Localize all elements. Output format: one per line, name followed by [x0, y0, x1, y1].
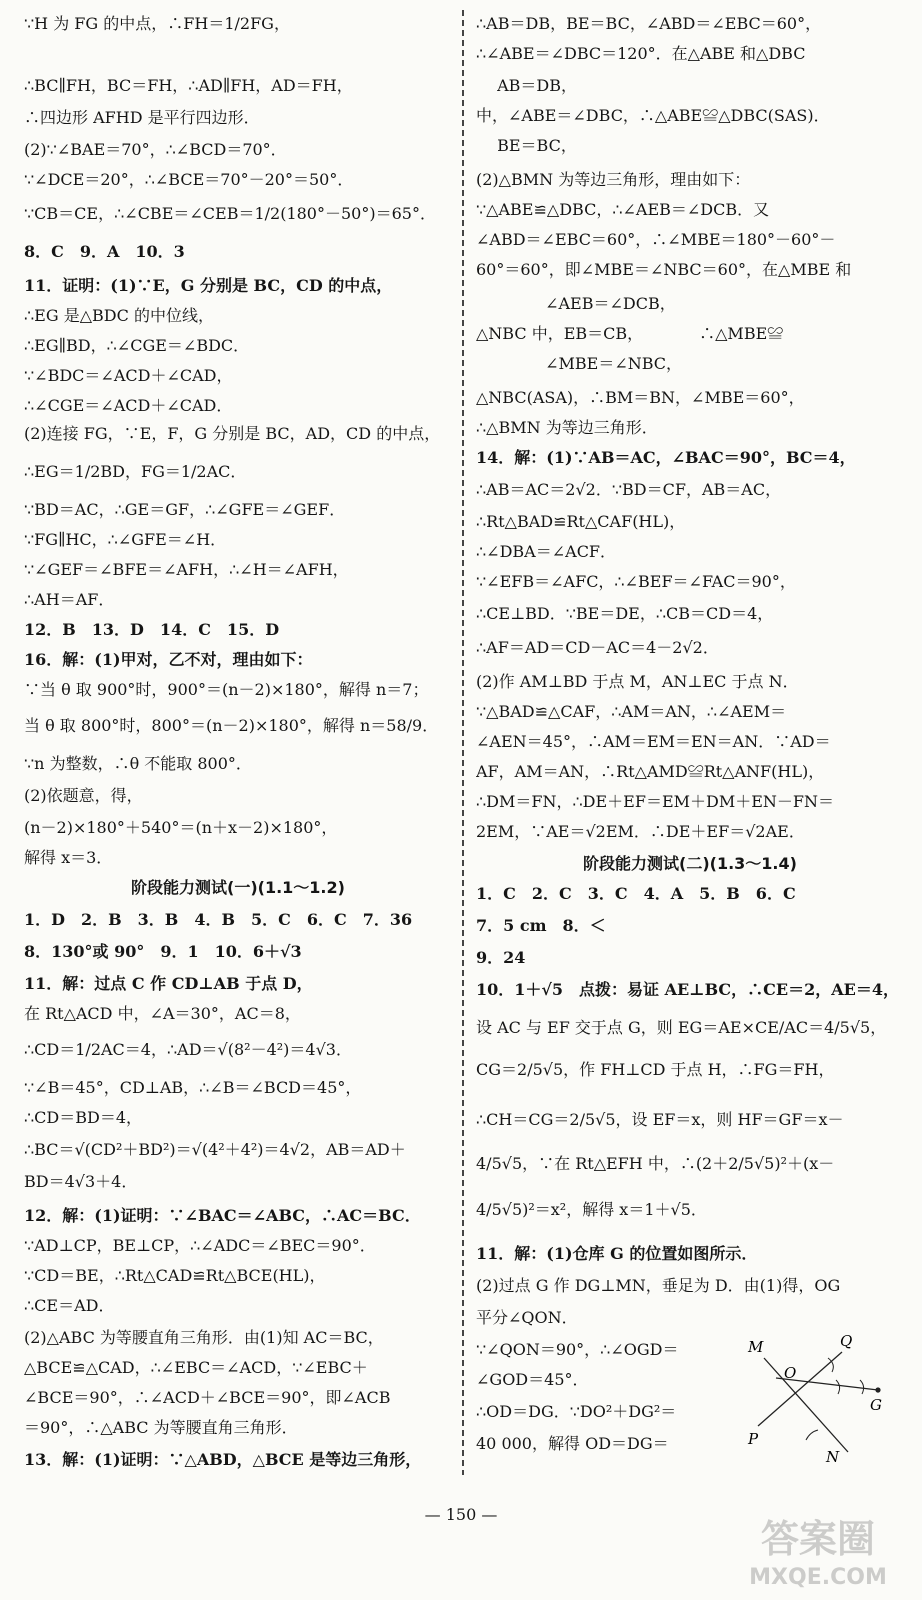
text-line: ∵△BAD≌△CAF，∴AM＝AN，∴∠AEM＝	[476, 702, 787, 721]
watermark-logo-text: 答案圈	[760, 1517, 876, 1561]
text-line: ∴EG＝1/2BD，FG＝1/2AC．	[24, 462, 247, 481]
text-line: ∴EG∥BD，∴∠CGE＝∠BDC．	[24, 336, 250, 355]
text-line: ∴BC＝√(CD²＋BD²)＝√(4²＋4²)＝4√2，AB＝AD＋	[24, 1140, 406, 1159]
figure-label: Q	[840, 1332, 853, 1350]
text-line: (2)△ABC 为等腰直角三角形．由(1)知 AC＝BC，	[24, 1328, 384, 1347]
text-line: 9．24	[476, 948, 526, 967]
text-line: ∵AD⊥CP，BE⊥CP，∴∠ADC＝∠BEC＝90°．	[24, 1236, 376, 1255]
text-line: △NBC 中，EB＝CB， ∴△MBE≌	[476, 324, 784, 343]
text-line: ∵FG∥HC，∴∠GFE＝∠H．	[24, 530, 227, 549]
text-line: ∵CD＝BE，∴Rt△CAD≌Rt△BCE(HL)，	[24, 1266, 326, 1285]
text-line: (2)△BMN 为等边三角形，理由如下：	[476, 170, 751, 189]
text-line: ∠BCE＝90°，∴∠ACD＋∠BCE＝90°，即∠ACB	[24, 1388, 391, 1407]
text-line: (2)作 AM⊥BD 于点 M，AN⊥EC 于点 N．	[476, 672, 799, 691]
text-line: ∴BC∥FH，BC＝FH，∴AD∥FH，AD＝FH，	[24, 76, 353, 95]
figure-label: G	[870, 1396, 882, 1414]
text-line: ∴四边形 AFHD 是平行四边形．	[24, 108, 260, 127]
text-line: ∴AH＝AF．	[24, 590, 115, 609]
text-line: 12．B 13．D 14．C 15．D	[24, 620, 280, 639]
text-line: (2)依题意，得，	[24, 786, 143, 805]
text-line: ∠AEB＝∠DCB，	[476, 294, 676, 313]
watermark	[728, 1508, 908, 1592]
text-line: 11．解：过点 C 作 CD⊥AB 于点 D，	[24, 974, 313, 993]
text-line: AB＝DB，	[476, 76, 577, 95]
text-line: (2)过点 G 作 DG⊥MN，垂足为 D．由(1)得，OG	[476, 1276, 841, 1295]
watermark-url: MXQE.COM	[749, 1565, 887, 1590]
text-line: BE＝BC，	[476, 136, 577, 155]
text-line: ∴CE⊥BD．∵BE＝DE，∴CB＝CD＝4，	[476, 604, 774, 623]
text-line: ∵BD＝AC，∴GE＝GF，∴∠GFE＝∠GEF．	[24, 500, 346, 519]
text-line: 8．130°或 90° 9．1 10．6＋√3	[24, 942, 302, 961]
text-line: 8．C 9．A 10．3	[24, 242, 185, 261]
text-line: ∵∠BDC＝∠ACD＋∠CAD，	[24, 366, 233, 385]
text-line: (2)连接 FG，∵E，F，G 分别是 BC，AD，CD 的中点，	[24, 424, 441, 443]
text-line: ∵∠QON＝90°，∴∠OGD＝	[476, 1340, 679, 1359]
figure-label: P	[748, 1430, 759, 1448]
text-line: 当 θ 取 800°时，800°＝(n－2)×180°，解得 n＝58/9．	[24, 716, 439, 735]
text-line: ∴OD＝DG．∵DO²＋DG²＝	[476, 1402, 677, 1421]
text-line: ∴AF＝AD＝CD－AC＝4－2√2．	[476, 638, 719, 657]
text-line: 7．5 cm 8．＜	[476, 916, 606, 935]
page-number: — 150 —	[424, 1505, 498, 1524]
text-line: ∠ABD＝∠EBC＝60°，∴∠MBE＝180°－60°－	[476, 230, 836, 249]
text-line: ∵当 θ 取 900°时，900°＝(n－2)×180°，解得 n＝7；	[24, 680, 429, 699]
text-line: ∴CE＝AD．	[24, 1296, 115, 1315]
text-line: ∴AB＝DB，BE＝BC，∠ABD＝∠EBC＝60°，	[476, 14, 822, 33]
text-line: ∴AB＝AC＝2√2．∵BD＝CF，AB＝AC，	[476, 480, 782, 499]
text-line: ＝90°，∴△ABC 为等腰直角三角形．	[24, 1418, 298, 1437]
text-line: ∠AEN＝45°，∴AM＝EM＝EN＝AN．∵AD＝	[476, 732, 831, 751]
text-line: ∵∠B＝45°，CD⊥AB，∴∠B＝∠BCD＝45°，	[24, 1078, 362, 1097]
text-line: 在 Rt△ACD 中，∠A＝30°，AC＝8，	[24, 1004, 301, 1023]
text-line: 16．解：(1)甲对，乙不对，理由如下：	[24, 650, 313, 669]
text-line: 2EM，∵AE＝√2EM．∴DE＋EF＝√2AE．	[476, 822, 805, 841]
text-line: ∵H 为 FG 的中点，∴FH＝1/2FG，	[24, 14, 290, 33]
text-line: ∵△ABE≌△DBC，∴∠AEB＝∠DCB．又	[476, 200, 770, 219]
text-line: 解得 x＝3．	[24, 848, 113, 867]
text-line: 设 AC 与 EF 交于点 G，则 EG＝AE×CE/AC＝4/5√5，	[476, 1018, 887, 1037]
text-line: 11．解：(1)仓库 G 的位置如图所示．	[476, 1244, 758, 1263]
text-line: ∴Rt△BAD≌Rt△CAF(HL)，	[476, 512, 686, 531]
text-line: 11．证明：(1)∵E，G 分别是 BC，CD 的中点，	[24, 276, 393, 295]
text-line: ∠GOD＝45°．	[476, 1370, 589, 1389]
column-divider	[462, 10, 464, 1475]
text-line: 中，∠ABE＝∠DBC，∴△ABE≌△DBC(SAS)．	[476, 106, 830, 125]
text-line: 12．解：(1)证明：∵∠BAC＝∠ABC，∴AC＝BC．	[24, 1206, 421, 1225]
text-line: 1．D 2．B 3．B 4．B 5．C 6．C 7．36	[24, 910, 413, 929]
text-line: ∵∠DCE＝20°，∴∠BCE＝70°－20°＝50°．	[24, 170, 354, 189]
text-line: 14．解：(1)∵AB＝AC，∠BAC＝90°，BC＝4，	[476, 448, 856, 467]
text-line: 40 000，解得 OD＝DG＝	[476, 1434, 669, 1453]
text-line: ∴CD＝BD＝4，	[24, 1108, 143, 1127]
text-line: 4/5√5)²＝x²，解得 x＝1＋√5．	[476, 1200, 707, 1219]
text-line: 60°＝60°，即∠MBE＝∠NBC＝60°，在△MBE 和	[476, 260, 852, 279]
text-line: △NBC(ASA)，∴BM＝BN，∠MBE＝60°，	[476, 388, 805, 407]
section-title: 阶段能力测试(二)(1.3～1.4)	[583, 854, 797, 873]
figure-label: M	[748, 1338, 764, 1356]
text-line: 4/5√5，∵在 Rt△EFH 中，∴(2＋2/5√5)²＋(x－	[476, 1154, 835, 1173]
figure-label: N	[826, 1448, 840, 1465]
geometry-figure	[744, 1330, 894, 1465]
text-line: AF，AM＝AN，∴Rt△AMD≌Rt△ANF(HL)，	[476, 762, 825, 781]
text-line: ∴△BMN 为等边三角形．	[476, 418, 658, 437]
text-line: ∵∠EFB＝∠AFC，∴∠BEF＝∠FAC＝90°，	[476, 572, 796, 591]
text-line: ∠MBE＝∠NBC，	[476, 354, 683, 373]
text-line: ∴CD＝1/2AC＝4，∴AD＝√(8²－4²)＝4√3．	[24, 1040, 352, 1059]
text-line: ∵n 为整数，∴θ 不能取 800°．	[24, 754, 252, 773]
text-line: CG＝2/5√5，作 FH⊥CD 于点 H，∴FG＝FH，	[476, 1060, 835, 1079]
text-line: ∴∠ABE＝∠DBC＝120°．在△ABE 和△DBC	[476, 44, 806, 63]
text-line: ∴∠DBA＝∠ACF．	[476, 542, 617, 561]
text-line: △BCE≌△CAD，∴∠EBC＝∠ACD，∵∠EBC＋	[24, 1358, 368, 1377]
text-line: ∴CH＝CG＝2/5√5，设 EF＝x，则 HF＝GF＝x－	[476, 1110, 844, 1129]
text-line: BD＝4√3＋4．	[24, 1172, 138, 1191]
text-line: 10．1＋√5 点拨：易证 AE⊥BC，∴CE＝2，AE＝4，	[476, 980, 899, 999]
text-line: 平分∠QON．	[476, 1308, 578, 1327]
text-line: ∴DM＝FN，∴DE＋EF＝EM＋DM＋EN－FN＝	[476, 792, 835, 811]
text-line: ∴EG 是△BDC 的中位线，	[24, 306, 214, 325]
text-line: ∵∠GEF＝∠BFE＝∠AFH，∴∠H＝∠AFH，	[24, 560, 349, 579]
section-title: 阶段能力测试(一)(1.1～1.2)	[131, 878, 345, 897]
figure-label: O	[784, 1364, 797, 1382]
text-line: 13．解：(1)证明：∵△ABD，△BCE 是等边三角形，	[24, 1450, 422, 1469]
text-line: (2)∵∠BAE＝70°，∴∠BCD＝70°．	[24, 140, 287, 159]
text-line: 1．C 2．C 3．C 4．A 5．B 6．C	[476, 884, 796, 903]
text-line: ∴∠CGE＝∠ACD＋∠CAD．	[24, 396, 233, 415]
text-line: (n－2)×180°＋540°＝(n＋x－2)×180°，	[24, 818, 338, 837]
text-line: ∵CB＝CE，∴∠CBE＝∠CEB＝1/2(180°－50°)＝65°．	[24, 204, 436, 223]
